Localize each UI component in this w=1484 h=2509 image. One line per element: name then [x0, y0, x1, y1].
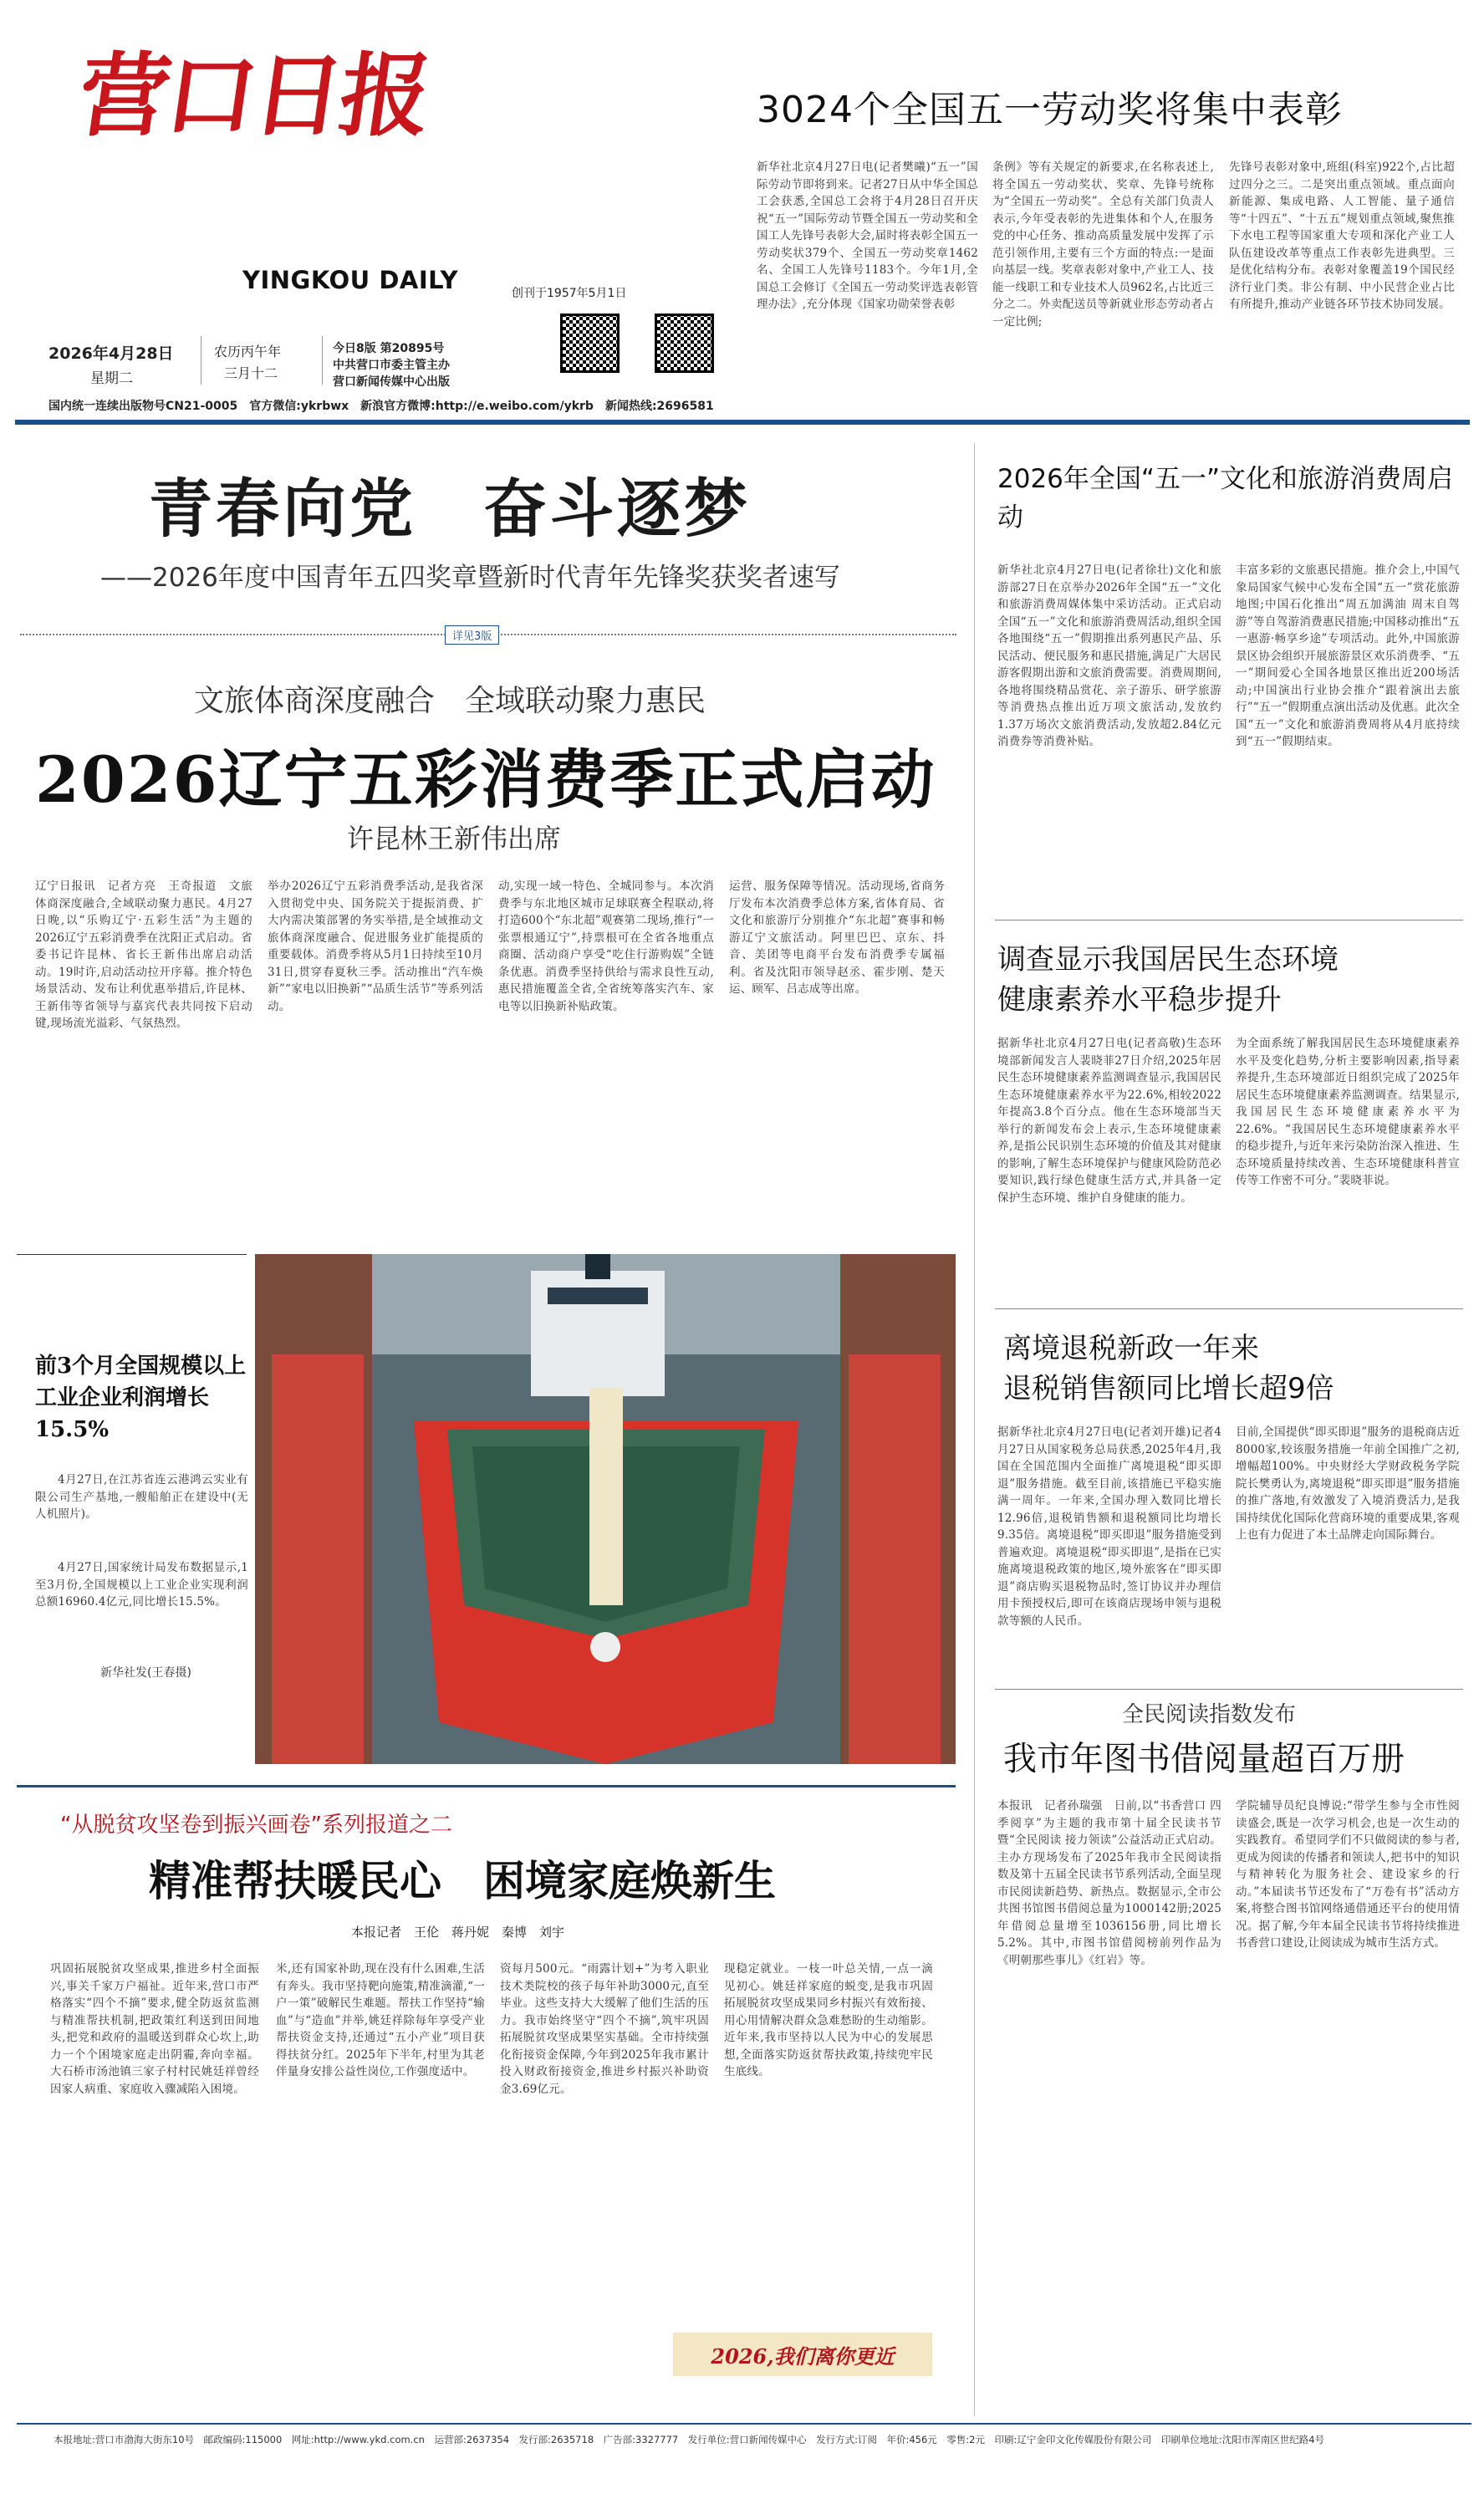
- consume-sub: 许昆林王新伟出席: [347, 823, 562, 854]
- poverty-col2: 米,还有国家补助,现在没有什么困难,生活有奔头。我市坚持靶向施策,精准滴灌,“一户一策”破解民生难题。帮扶工作坚持“输血”与“造血”并举,姚廷祥除每年享受产业帮扶资金支持,还通过“五小产业”项目获得扶贫分红。2025年下半年,村里为其老伴量身安排公益性岗位,工作强度适中。: [276, 1962, 485, 2078]
- consume-col4: 运营、服务保障等情况。活动现场,省商务厅发布本次消费季总体方案,省体育局、省文化和旅游厅分别推介“东北超”赛事和畅游辽宁文旅活动。阿里巴巴、京东、抖音、美团等电商平台发布消费季专属福利。省及沈阳市领导赵丞、霍步刚、楚天运、顾军、吕志成等出席。: [729, 880, 945, 996]
- consume-col1: 辽宁日报讯 记者方亮 王奇报道 文旅体商深度融合,全域联动聚力惠民。4月27日晚,以“乐购辽宁·五彩生活”为主题的2026辽宁五彩消费季在沈阳正式启动。省委书记许昆林、省长王新伟出席启动活动。19时许,启动活动拉开序幕。推介特色场景活动、发布让利优惠举措后,许昆林、王新伟等省领导与嘉宾代表共同按下启动键,现场流光溢彩、气氛热烈。: [35, 880, 252, 1030]
- lunar-year: 农历丙午年: [214, 344, 282, 360]
- youth-title: 青春向党 奋斗逐梦: [149, 472, 751, 546]
- issue-number: 今日8版 第20895号: [333, 342, 445, 355]
- photo-caption-2: 4月27日,国家统计局发布数据显示,1至3月份,全国规模以上工业企业实现利润总额16960.4亿元,同比增长15.5%。: [35, 1561, 248, 1609]
- tax-title-2: 退税销售额同比增长超9倍: [1003, 1372, 1334, 1405]
- eco-title-2: 健康素养水平稳步提升: [997, 983, 1282, 1017]
- tax-col2: 目前,全国提供“即买即退”服务的退税商店近8000家,较该服务措施一年前全国推广之初,增幅超100%。中央财经大学财政税务学院院长樊勇认为,离境退税“即买即退”服务措施的推广落地,有效激发了入境消费活力,是我国持续优化国际化营商环境的重要成果,客观上也有力促进了本土品牌走向国际舞台。: [1236, 1425, 1460, 1542]
- photo-credit: 新华社发(王春摄): [100, 1666, 191, 1680]
- consume-col3: 动,实现一域一特色、全城同参与。本次消费季与东北地区城市足球联赛全程联动,将打造600个“东北超”观赛第二现场,推行“一张票根通辽宁”,持票根可在全省各地重点商圈、活动商户享受“吃住行游购娱”全链条优惠。消费季坚持供给与需求良性互动,惠民措施覆盖全省,全省统筹落实汽车、家电等以旧换新补贴政策。: [498, 880, 714, 1013]
- poverty-col3: 资每月500元。“雨露计划+”为考入职业技术类院校的孩子每年补助3000元,直至毕业。这些支持大大缓解了他们生活的压力。我市始终坚守“四个不摘”,筑牢巩固拓展脱贫攻坚成果坚实基础。全市持续强化衔接资金保障,今年到2025年我市累计投入财政衔接资金,推进乡村振兴补助资金3.69亿元。: [500, 1962, 709, 2096]
- poverty-series: “从脱贫攻坚卷到振兴画卷”系列报道之二: [60, 1813, 452, 1838]
- masthead-logo: [72, 43, 497, 149]
- lunar-day: 三月十二: [224, 365, 278, 381]
- books-col1: 本报讯 记者孙瑞强 日前,以“书香营口 四季阅享”为主题的我市第十届全民读书节暨“全民阅读 接力领读”公益活动正式启动。主办方现场发布了2025年我市全民阅读指数及第十五届全民读书节系列活动,全面呈现市民阅读新趋势、新热点。数据显示,全市公共图书馆图书借阅总量为1000142册;2025年借阅总量增至1036156册,同比增长5.2%。其中,市图书馆借阅榜前列作品为《明朝那些事儿》《红岩》等。: [997, 1799, 1221, 1967]
- sponsor-line1: 中共营口市委主管主办: [333, 359, 450, 372]
- logo-text: 营口日报: [72, 43, 435, 149]
- ship-illustration: [255, 1254, 956, 1764]
- eco-title-1: 调查显示我国居民生态环境: [997, 943, 1339, 977]
- consume-col2: 举办2026辽宁五彩消费季活动,是我省深入贯彻党中央、国务院关于提振消费、扩大内需决策部署的务实举措,是全域推动文旅体商深度融合、促进服务业扩能提质的重要载体。消费季将从5月1日持续至10月31日,贯穿春夏秋三季。活动推出“汽车焕新”“家电以旧换新”“品质生活节”等系列活动。: [268, 880, 483, 1013]
- top-story-col3: 先锋号表彰对象中,班组(科室)922个,占比超过四分之三。二是突出重点领域。重点面向新能源、集成电路、人工智能、量子通信等“十四五”、“十五五”规划重点领域,聚焦推下水电工程等国家重大专项和深化产业工人队伍建设改革等重点工作表彰先进典型。三是优化结构分布。表彰对象覆盖19个国民经济行业门类。非公有制、中小民营企业占比有所提升,推动产业链各环节技术协同发展。: [1229, 161, 1455, 311]
- footer-info: 本报地址:营口市渤海大街东10号 邮政编码:115000 网址:http://www.ykd.com.cn 运营部:2637354 发行部:2635718 广告部:3327777 发行单位:营口新闻传媒中心 发行方式:订阅 年价:456元 零售:2元 印刷:辽宁金印文化传媒股份有限公司 印刷单位地址:沈阳市浑南区世纪路4号: [54, 2434, 1325, 2445]
- books-kicker: 全民阅读指数发布: [1122, 1702, 1297, 1727]
- culture-col2: 丰富多彩的文旅惠民措施。推介会上,中国气象局国家气候中心发布全国“五一”赏花旅游地图;中国石化推出“周五加满油 周末自驾游”等自驾游消费惠民措施;中国移动推出“五一惠游·畅享乡途”专项活动。此外,中国旅游景区协会组织开展旅游景区欢乐消费季、“五一”期间爱心全国各地景区推出近200场活动;中国演出行业协会推介“跟着演出去旅行”“五一”假期重点演出活动及优惠。此次全国“五一”文化和旅游消费周将从4月底持续到“五一”假期结束。: [1236, 564, 1460, 748]
- eco-col2: 为全面系统了解我国居民生态环境健康素养水平及变化趋势,分析主要影响因素,指导素养提升,生态环境部近日组织完成了2025年居民生态环境健康素养监测调查。结果显示,我国居民生态环境健康素养水平为22.6%。“我国居民生态环境健康素养水平的稳步提升,与近年来污染防治深入推进、生态环境质量持续改善、生态环境健康科普宣传等工作密不可分。”裴晓菲说。: [1236, 1037, 1460, 1187]
- photo-caption-title: 前3个月全国规模以上工业企业利润增长15.5%: [35, 1354, 247, 1442]
- qr-code-2: [655, 314, 714, 373]
- books-col2: 学院辅导员纪良博说:“带学生参与全市性阅读盛会,既是一次学习机会,也是一次生动的实践教育。希望同学们不只做阅读的参与者,更成为阅读的传播者和领读人,把书中的知识与精神转化为服务社会、建设家乡的行动。”本届读书节还发布了“万卷有书”活动方案,将整合图书馆网络通借通还平台的使用情况。据了解,今年本届全民读书节将持续推进书香营口建设,让阅读成为城市生活方式。: [1236, 1799, 1460, 1950]
- culture-col1: 新华社北京4月27日电(记者徐壮)文化和旅游部27日在京举办2026年全国“五一”文化和旅游消费周媒体集中采访活动。正式启动全国“五一”文化和旅游消费周活动,组织全国各地围绕“五一”假期推出系列惠民产品、乐民活动、便民服务和惠民措施,满足广大居民游客假期出游和文旅消费需要。消费周期间,各地将围绕精品赏花、亲子游乐、研学旅游等消费热点推出近万项文旅活动,发放约1.37万场次文旅消费活动,发放超2.84亿元消费券等消费补贴。: [997, 564, 1221, 748]
- consume-kicker: 文旅体商深度融合 全域联动聚力惠民: [194, 684, 706, 718]
- poverty-banner: [673, 2333, 932, 2376]
- sponsor-line2: 营口新闻传媒中心出版: [333, 375, 450, 389]
- qr-code-1: [560, 314, 620, 373]
- consume-title: 2026辽宁五彩消费季正式启动: [35, 742, 936, 817]
- issue-weekday: 星期二: [90, 370, 133, 387]
- eco-col1: 据新华社北京4月27日电(记者高敬)生态环境部新闻发言人裴晓菲27日介绍,2025年居民生态环境健康素养监测调查显示,我国居民生态环境健康素养水平为22.6%,相较2022年提高3.8个百分点。他在生态环境部当天举行的新闻发布会上表示,生态环境健康素养,是指公民识别生态环境的价值及其对健康的影响,了解生态环境保护与健康风险防范必要知识,践行绿色健康生活方式,并具备一定保护生态环境、维护自身健康的能力。: [997, 1037, 1221, 1205]
- tax-col1: 据新华社北京4月27日电(记者刘开雄)记者4月27日从国家税务总局获悉,2025年4月,我国在全国范围内全面推广离境退税“即买即退”服务措施。截至目前,该措施已平稳实施满一周年。一年来,全国办理入数同比增长12.96倍,退税销售额和退税额同比均增长9.35倍。离境退税“即买即退”服务措施受到普遍欢迎。离境退税“即买即退”,是指在已实施离境退税政策的地区,境外旅客在“即买即退”商店购买退税物品时,签订协议并办理信用卡预授权后,即可在该商店现场申领与退税款等额的人民币。: [997, 1425, 1221, 1628]
- poverty-byline: 本报记者 王伦 蒋丹妮 秦博 刘宇: [351, 1925, 565, 1940]
- photo-caption-1: 4月27日,在江苏省连云港鸿云实业有限公司生产基地,一艘船舶正在建设中(无人机照片)。: [35, 1473, 248, 1521]
- tax-title-1: 离境退税新政一年来: [1003, 1332, 1259, 1365]
- english-title: YINGKOU DAILY: [242, 266, 459, 294]
- see-page-link[interactable]: 详见3版: [445, 625, 499, 645]
- issue-date: 2026年4月28日: [48, 344, 174, 363]
- poverty-col4: 现稳定就业。一枝一叶总关情,一点一滴见初心。姚廷祥家庭的蜕变,是我市巩固拓展脱贫攻坚成果同乡村振兴有效衔接、用心用情解决群众急难愁盼的生动缩影。近年来,我市坚持以人民为中心的发展思想,全面落实防返贫帮扶政策,持续兜牢民生底线。: [724, 1962, 933, 2078]
- ship-photo: [255, 1254, 956, 1764]
- banner-text: 2026,我们离你更近: [711, 2343, 895, 2369]
- top-story-col1: 新华社北京4月27日电(记者樊曦)“五一”国际劳动节即将到来。记者27日从中华全国总工会获悉,全国总工会将于4月28日召开庆祝“五一”国际劳动节暨全国五一劳动奖和全国工人先锋号表彰大会,届时将表彰全国五一劳动奖状379个、全国五一劳动奖章1462名、全国工人先锋号1183个。今年1月,全国总工会修订《全国五一劳动奖评选表彰管理办法》,充分体现《国家功勋荣誉表彰: [757, 161, 978, 311]
- books-title: 我市年图书借阅量超百万册: [1003, 1740, 1405, 1778]
- founded-date: 创刊于1957年5月1日: [512, 287, 627, 300]
- top-story-title: 3024个全国五一劳动奖将集中表彰: [757, 89, 1343, 131]
- info-line: 国内统一连续出版物号CN21-0005 官方微信:ykrbwx 新浪官方微博:http://e.weibo.com/ykrb 新闻热线:2696581: [48, 400, 714, 413]
- culture-title: 2026年全国“五一”文化和旅游消费周启动: [997, 464, 1454, 533]
- poverty-title: 精准帮扶暖民心 困境家庭焕新生: [149, 1856, 776, 1905]
- poverty-col1: 巩固拓展脱贫攻坚成果,推进乡村全面振兴,事关千家万户福祉。近年来,营口市严格落实“四个不摘”要求,健全防返贫监测与精准帮扶机制,把政策红利送到田间地头,把党和政府的温暖送到群众心坎上,助力一个个困境家庭走出阴霾,奔向幸福。大石桥市汤池镇三家子村村民姚廷祥曾经因家人病重、家庭收入骤减陷入困境。: [50, 1962, 259, 2096]
- youth-subtitle: ——2026年度中国青年五四奖章暨新时代青年先锋奖获奖者速写: [100, 563, 840, 593]
- masthead-rule: [15, 420, 1470, 425]
- top-story-col2: 条例》等有关规定的新要求,在名称表述上,将全国五一劳动奖状、奖章、先锋号统称为“全国五一劳动奖”。全总有关部门负责人表示,今年受表彰的先进集体和个人,在服务党的中心任务、推动高质量发展中发挥了示范引领作用,主要有三个方面的特点:一是面向基层一线。奖章表彰对象中,产业工人、技能一线职工和专业技术人员962名,占比近三分之二。外卖配送员等新就业形态劳动者占一定比例;: [992, 161, 1214, 329]
